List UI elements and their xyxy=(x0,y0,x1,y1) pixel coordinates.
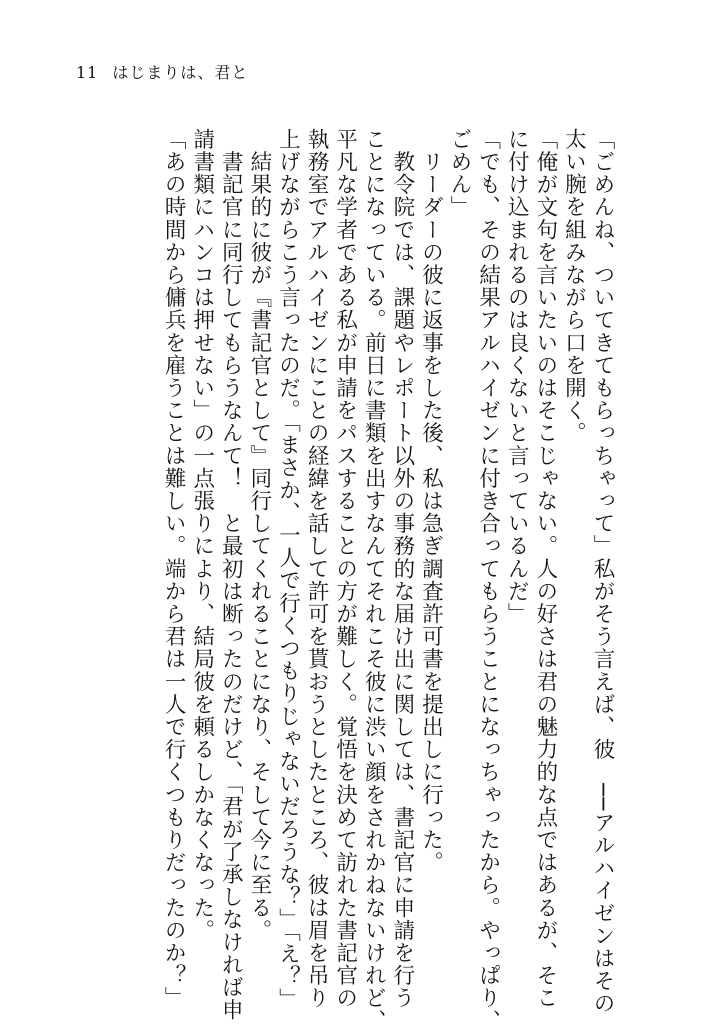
text-line: 「あの時間から傭兵を雇うことは難しい。端から君は一人で行くつもりだったのか？」 xyxy=(161,128,187,1010)
text-line: 「ごめんね、ついてきてもらっちゃって」私がそう言えば、彼 ──アルハイゼンはその xyxy=(590,128,615,1015)
text-line: 「でも、その結果アルハイゼンに付き合ってもらうことになっちゃったから。やっぱり、 xyxy=(475,128,501,1032)
text-line: 「俺が文句を言いたいのはそこじゃない。人の好さは君の魅力的な点ではあるが、そこ xyxy=(532,128,558,1010)
text-line: 上げながらこう言ったのだ。「まさか、一人で行くつもりじゃないだろうな？」「え？」 xyxy=(275,128,301,1011)
running-header xyxy=(76,60,248,83)
text-line: 太い腕を組みながら口を開く。 xyxy=(561,128,587,445)
body-text xyxy=(68,128,616,1032)
text-line: リーダーの彼に返事をした後、私は急ぎ調査許可書を提出しに行った。 xyxy=(418,128,444,874)
text-line: 書記官に同行してもらうなんて！ と最初は断ったのだけど、「君が了承しなければ申 xyxy=(218,128,244,1022)
text-line: に付け込まれるのは良くないと言っているんだ」 xyxy=(504,128,530,626)
chapter-title: はじまりは、君と xyxy=(112,63,249,82)
text-line: 結果的に彼が『書記官として』同行してくれることになり、そして今に至る。 xyxy=(246,128,272,942)
text-line: 請書類にハンコは押せない」の一点張りにより、結局彼を頼るしかなくなった。 xyxy=(189,128,215,942)
text-line: ことになっている。前日に書類を出すなんてそれこそ彼に渋い顔をされかねないけれど、 xyxy=(361,128,387,1032)
text-line: 執務室でアルハイゼンにことの経緯を話して許可を貰おうとしたところ、彼は眉を吊り xyxy=(304,128,330,1010)
text-line: ごめん」 xyxy=(447,128,473,219)
text-line: 教令院では、課題やレポート以外の事務的な届け出に関しては、書記官に申請を行う xyxy=(389,128,415,1010)
page-number: 11 xyxy=(76,63,99,82)
text-line: 平凡な学者である私が申請をパスすることの方が難しく。覚悟を決めて訪れた書記官の xyxy=(332,128,358,1010)
